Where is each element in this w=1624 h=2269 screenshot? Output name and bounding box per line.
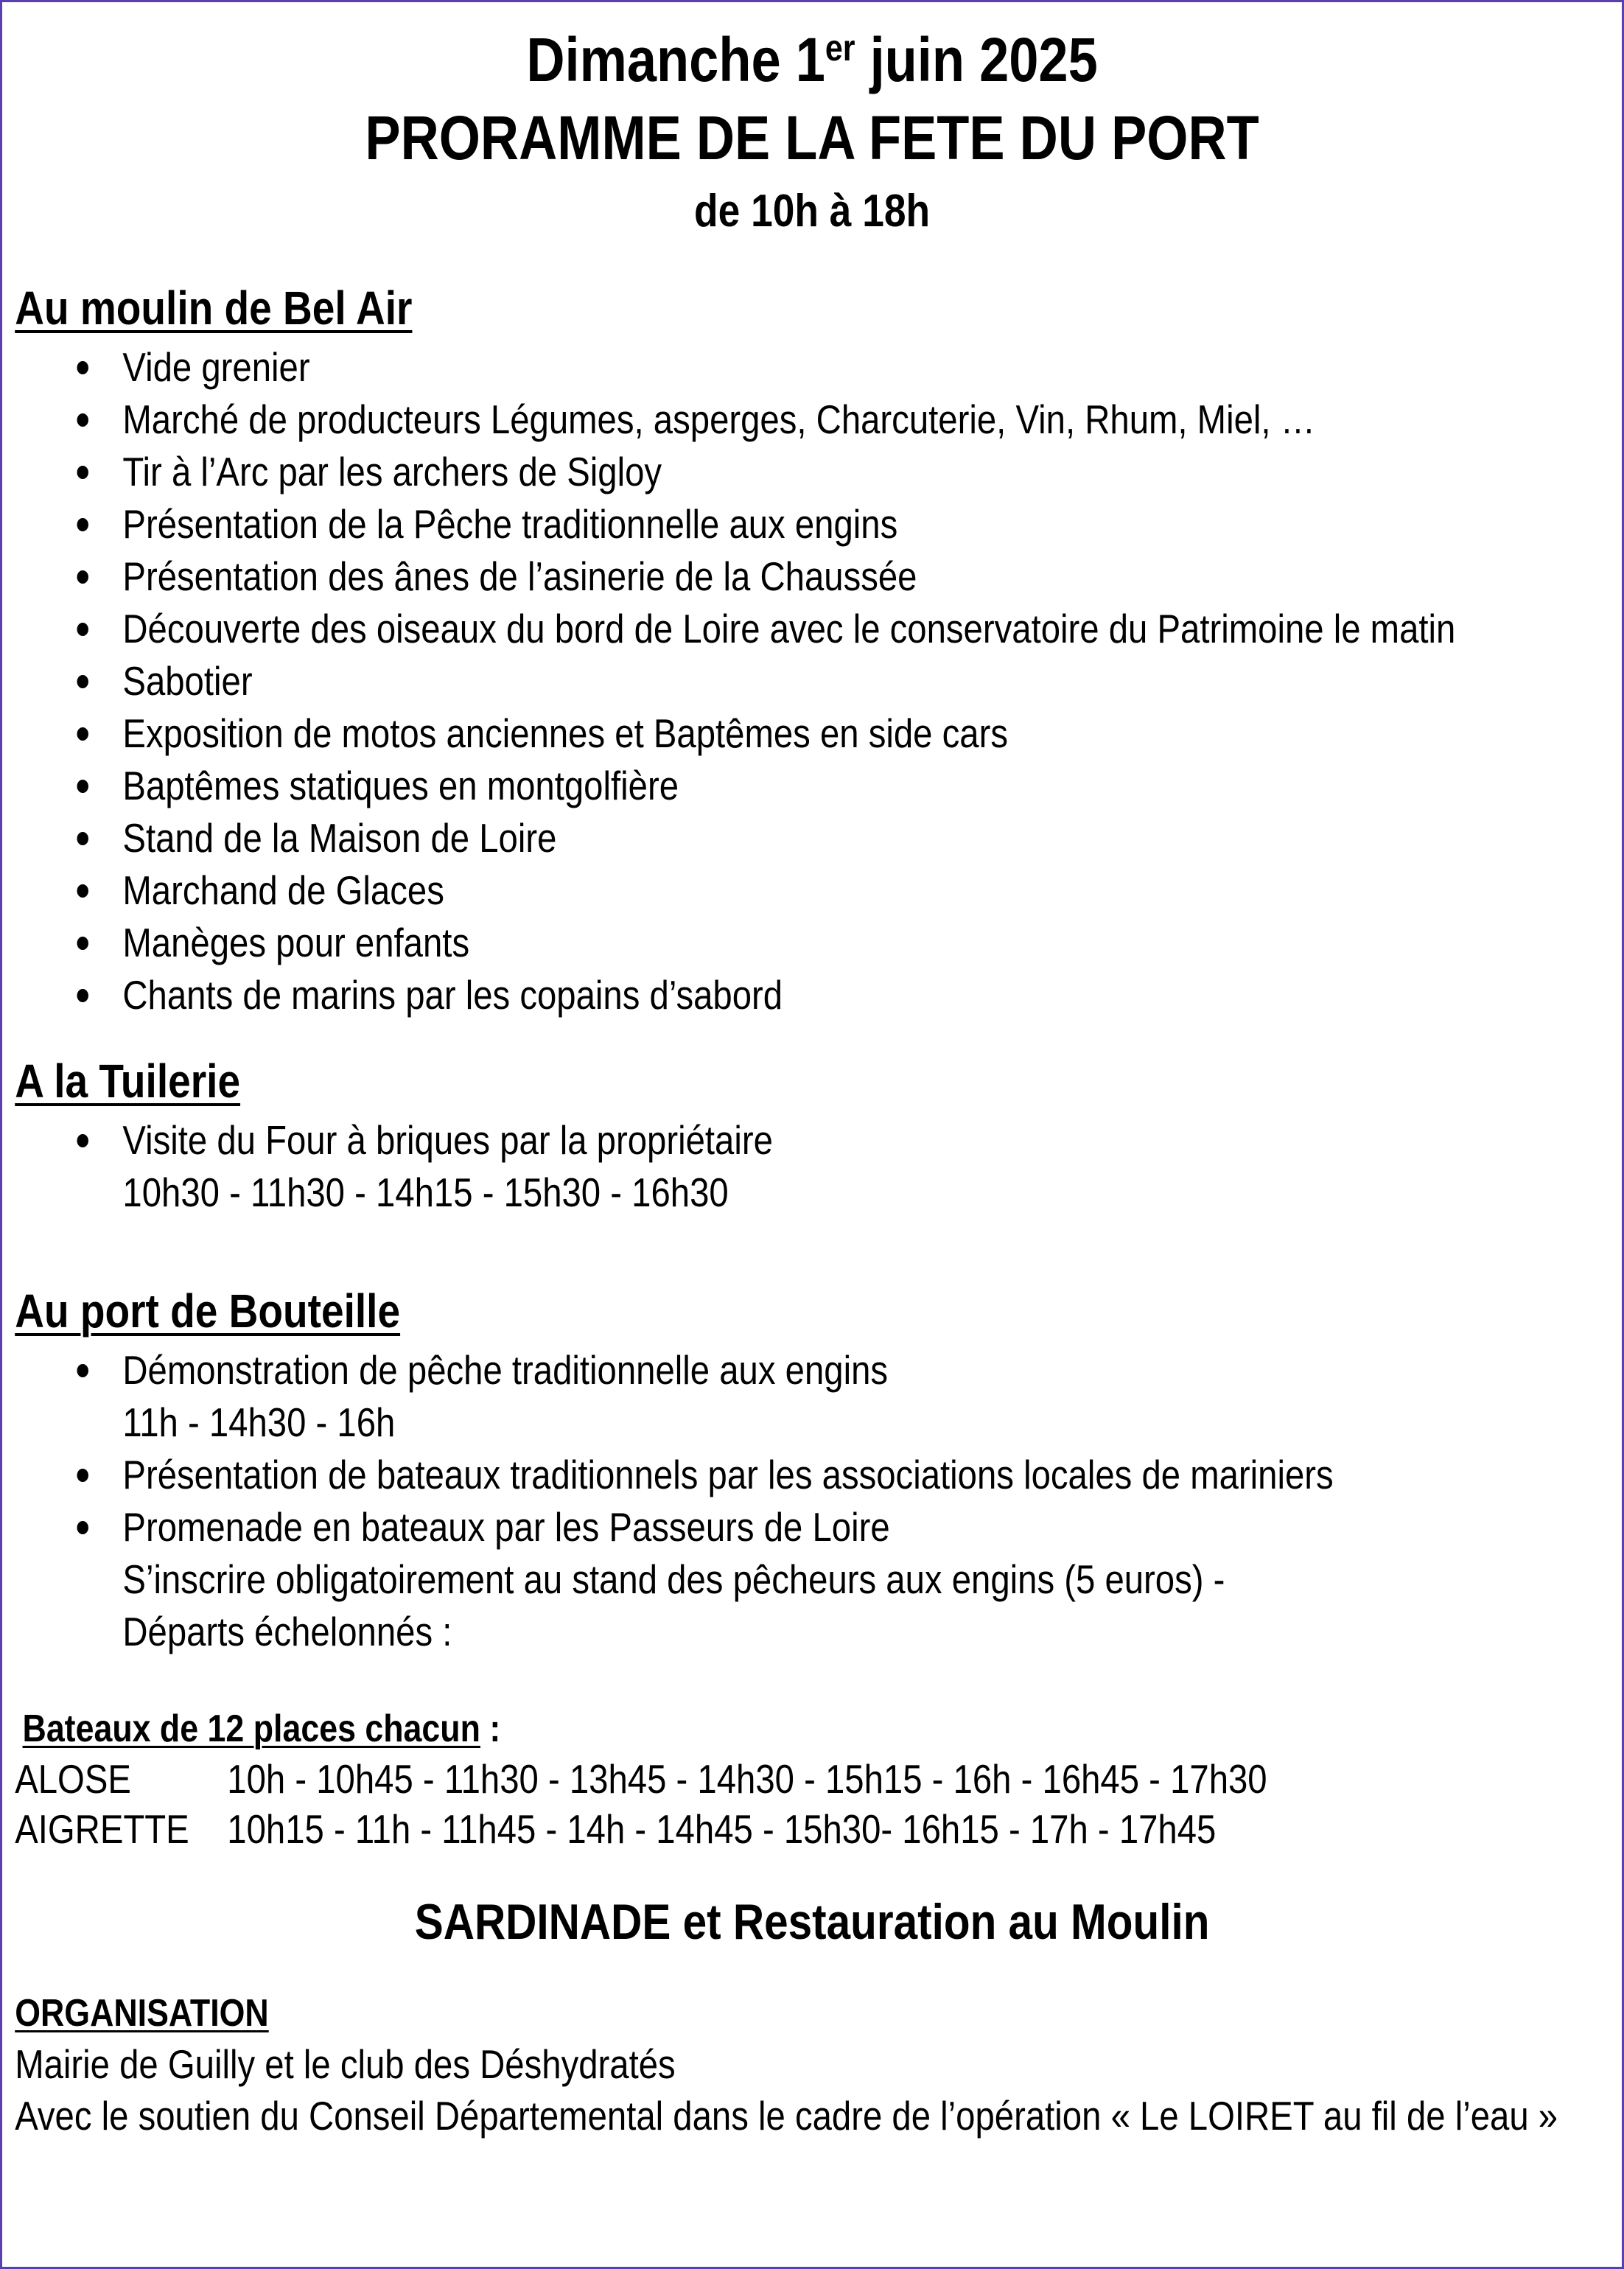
boat-row: [15, 1804, 1622, 1854]
list-item: Baptêmes statiques en montgolfière: [15, 760, 1622, 812]
bullet-icon: [77, 937, 88, 950]
section-moulin: [15, 275, 1622, 1021]
section-heading-moulin: Au moulin de Bel Air: [15, 282, 413, 335]
list-item: Présentation de la Pêche traditionnelle aux engins: [15, 498, 1622, 550]
bullet-icon: [77, 1521, 88, 1534]
boat-rows: [2, 1754, 1622, 1854]
boats-block: [2, 1704, 1622, 1854]
tuilerie-times: 10h30 - 11h30 - 14h15 - 15h30 - 16h30: [122, 1170, 729, 1215]
boat-name: AIGRETTE: [15, 1806, 189, 1852]
bullet-icon: [77, 518, 88, 531]
bullet-icon: [77, 413, 88, 427]
bullet-icon: [77, 1469, 88, 1482]
event-hours: de 10h à 18h: [694, 186, 931, 237]
moulin-list: [15, 341, 1622, 1021]
organisation-line-1: Mairie de Guilly et le club des Déshydratés: [15, 2041, 676, 2087]
boat-times: 10h15 - 11h - 11h45 - 14h - 14h45 - 15h30- 16h15 - 17h - 17h45: [227, 1806, 1217, 1852]
bullet-icon: [77, 1364, 88, 1377]
list-item: Exposition de motos anciennes et Baptêmes en side cars: [15, 707, 1622, 760]
list-item: Manèges pour enfants: [15, 917, 1622, 969]
program-title: PRORAMME DE LA FETE DU PORT: [365, 103, 1259, 172]
boats-heading: Bateaux de 12 places chacun :: [22, 1707, 501, 1750]
list-item: Chants de marins par les copains d’sabord: [15, 969, 1622, 1021]
bullet-icon: [77, 623, 88, 636]
list-item: Présentation de bateaux traditionnels par les associations locales de mariniers: [15, 1449, 1622, 1501]
bullet-icon: [77, 780, 88, 793]
list-item: Découverte des oiseaux du bord de Loire avec le conservatoire du Patrimoine le matin: [15, 603, 1622, 655]
bullet-icon: [77, 989, 88, 1002]
organisation-block: [2, 1988, 1622, 2142]
title-block: [2, 2, 1622, 244]
bullet-icon: [77, 727, 88, 741]
list-item: Tir à l’Arc par les archers de Sigloy: [15, 446, 1622, 498]
list-item: Promenade en bateaux par les Passeurs de Loire: [15, 1501, 1622, 1553]
organisation-heading: ORGANISATION: [15, 1992, 269, 2035]
bullet-icon: [77, 570, 88, 584]
list-item: Vide grenier: [15, 341, 1622, 394]
list-item: Présentation des ânes de l’asinerie de la Chaussée: [15, 550, 1622, 603]
bullet-icon: [77, 1134, 88, 1147]
list-item: Stand de la Maison de Loire: [15, 812, 1622, 864]
boat-row: [15, 1754, 1622, 1804]
boat-times: 10h - 10h45 - 11h30 - 13h45 - 14h30 - 15h15 - 16h - 16h45 - 17h30: [227, 1756, 1267, 1802]
section-tuilerie: [15, 1048, 1622, 1219]
section-heading-port: Au port de Bouteille: [15, 1284, 401, 1338]
list-item: Sabotier: [15, 655, 1622, 707]
boat-name: ALOSE: [15, 1756, 131, 1802]
bullet-icon: [77, 832, 88, 845]
section-port: [15, 1278, 1622, 1658]
port-list-2: [15, 1449, 1622, 1553]
section-heading-tuilerie: A la Tuilerie: [15, 1055, 241, 1108]
port-demo-times: 11h - 14h30 - 16h: [122, 1399, 396, 1445]
bullet-icon: [77, 361, 88, 374]
registration-note: S’inscrire obligatoirement au stand des pêcheurs aux engins (5 euros) -: [122, 1556, 1225, 1602]
tuilerie-list: [15, 1114, 1622, 1167]
bullet-icon: [77, 675, 88, 688]
list-item: Marché de producteurs Légumes, asperges, Charcuterie, Vin, Rhum, Miel, …: [15, 394, 1622, 446]
sardinade-heading: SARDINADE et Restauration au Moulin: [414, 1894, 1210, 1950]
port-list: [15, 1344, 1622, 1396]
list-item: Marchand de Glaces: [15, 864, 1622, 917]
bullet-icon: [77, 884, 88, 898]
bullet-icon: [77, 466, 88, 479]
list-item: Visite du Four à briques par la propriétaire: [15, 1114, 1622, 1167]
organisation-line-2: Avec le soutien du Conseil Départemental dans le cadre de l’opération « Le LOIRET au fil de l’eau »: [15, 2093, 1558, 2139]
event-date: Dimanche 1er juin 2025: [526, 25, 1098, 94]
list-item: Démonstration de pêche traditionnelle aux engins: [15, 1344, 1622, 1396]
departures-note: Départs échelonnés :: [122, 1609, 452, 1654]
